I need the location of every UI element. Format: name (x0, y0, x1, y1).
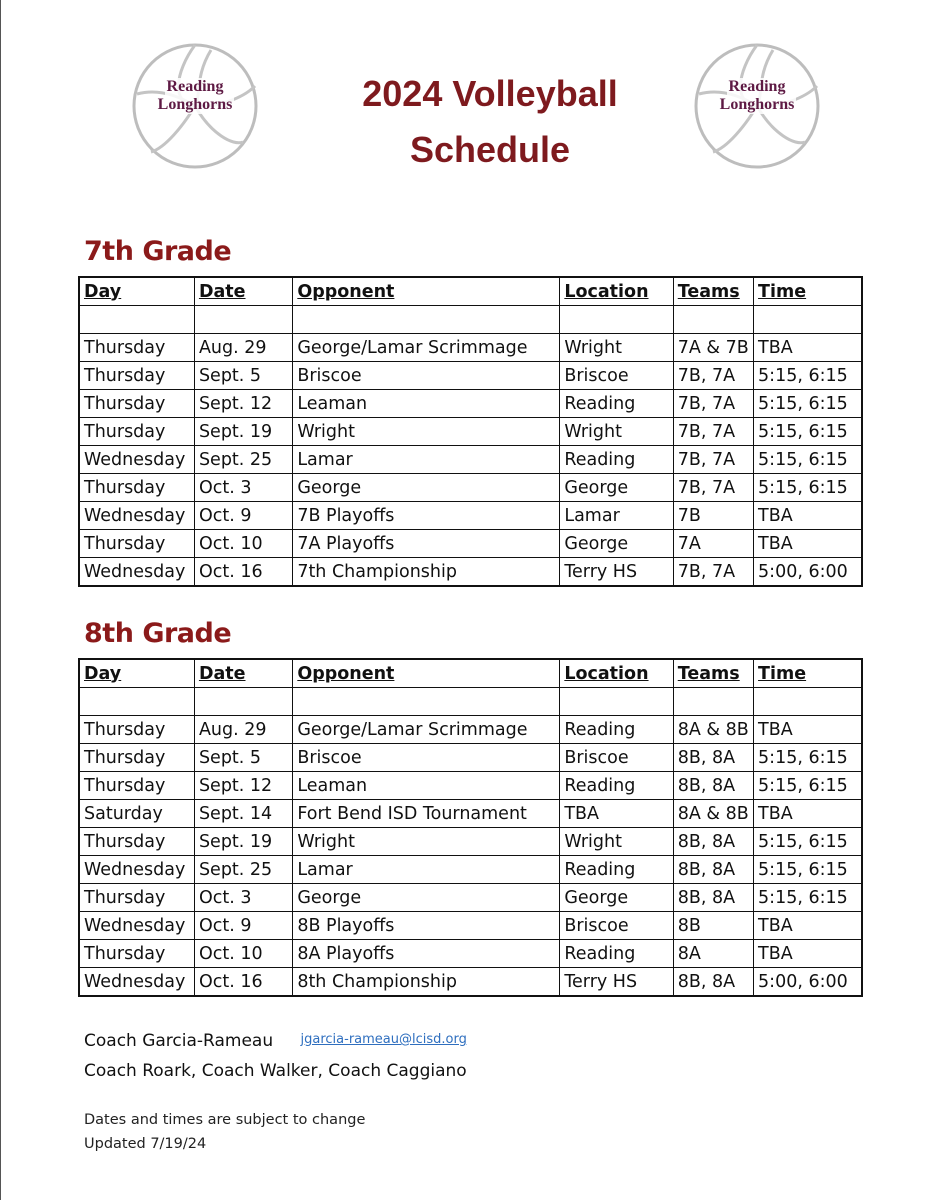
cell-day: Thursday (79, 474, 194, 502)
cell-date: Oct. 9 (194, 912, 292, 940)
table-header-row (79, 659, 862, 688)
table-row (79, 362, 862, 390)
cell-time: 5:00, 6:00 (754, 558, 862, 587)
grade7-heading: 7th Grade (84, 236, 232, 267)
cell-teams: 8A (673, 940, 753, 968)
updated-date: Updated 7/19/24 (84, 1136, 207, 1152)
table-row (79, 446, 862, 474)
col-header-time: Time (754, 277, 862, 306)
cell-time: 5:15, 6:15 (754, 884, 862, 912)
cell-day: Thursday (79, 418, 194, 446)
cell-date: Sept. 19 (194, 418, 292, 446)
cell-teams: 7A (673, 530, 753, 558)
cell-date: Aug. 29 (194, 716, 292, 744)
col-header-teams: Teams (673, 277, 753, 306)
cell-day: Thursday (79, 390, 194, 418)
cell-location: Reading (560, 716, 673, 744)
table-row (79, 716, 862, 744)
table-row (79, 968, 862, 997)
cell-date: Sept. 5 (194, 362, 292, 390)
cell-time: 5:15, 6:15 (754, 856, 862, 884)
logo-text (131, 78, 259, 114)
blank-row (79, 688, 862, 716)
cell-day: Wednesday (79, 558, 194, 587)
cell-location: Briscoe (560, 744, 673, 772)
col-header-time: Time (754, 659, 862, 688)
cell-date: Oct. 10 (194, 940, 292, 968)
cell-time: 5:15, 6:15 (754, 744, 862, 772)
cell-time: TBA (754, 334, 862, 362)
cell-opponent: George/Lamar Scrimmage (293, 334, 560, 362)
cell-date: Sept. 14 (194, 800, 292, 828)
cell-opponent: 8B Playoffs (293, 912, 560, 940)
cell-location: Reading (560, 446, 673, 474)
cell-day: Thursday (79, 744, 194, 772)
col-header-date: Date (194, 277, 292, 306)
cell-location: Reading (560, 856, 673, 884)
cell-date: Oct. 10 (194, 530, 292, 558)
title-line1: 2024 Volleyball (362, 73, 618, 114)
volleyball-logo-left (131, 42, 259, 170)
cell-location: Terry HS (560, 558, 673, 587)
cell-date: Oct. 16 (194, 968, 292, 997)
cell-day: Thursday (79, 530, 194, 558)
cell-time: TBA (754, 800, 862, 828)
cell-opponent: Wright (293, 418, 560, 446)
cell-date: Oct. 9 (194, 502, 292, 530)
grade8-schedule-table (78, 658, 863, 997)
table-row (79, 800, 862, 828)
cell-opponent: Lamar (293, 446, 560, 474)
cell-day: Thursday (79, 828, 194, 856)
cell-location: Lamar (560, 502, 673, 530)
cell-opponent: Leaman (293, 390, 560, 418)
logo-line2: Longhorns (157, 96, 233, 113)
blank-row (79, 306, 862, 334)
cell-teams: 7B, 7A (673, 390, 753, 418)
cell-time: 5:15, 6:15 (754, 474, 862, 502)
cell-teams: 8B, 8A (673, 968, 753, 997)
cell-day: Saturday (79, 800, 194, 828)
cell-day: Thursday (79, 334, 194, 362)
cell-date: Sept. 5 (194, 744, 292, 772)
cell-location: George (560, 474, 673, 502)
cell-teams: 8B, 8A (673, 856, 753, 884)
page-title (300, 66, 680, 178)
col-header-opponent: Opponent (293, 277, 560, 306)
cell-time: TBA (754, 940, 862, 968)
cell-teams: 8B, 8A (673, 828, 753, 856)
page-border (0, 0, 1, 1200)
cell-opponent: Briscoe (293, 362, 560, 390)
title-line2: Schedule (409, 129, 571, 170)
cell-location: Wright (560, 418, 673, 446)
cell-date: Oct. 3 (194, 474, 292, 502)
logo-line1: Reading (728, 78, 786, 95)
table-row (79, 772, 862, 800)
cell-opponent: George (293, 884, 560, 912)
col-header-teams: Teams (673, 659, 753, 688)
cell-location: George (560, 530, 673, 558)
cell-location: Briscoe (560, 362, 673, 390)
col-header-day: Day (79, 277, 194, 306)
cell-date: Sept. 12 (194, 772, 292, 800)
cell-date: Oct. 16 (194, 558, 292, 587)
col-header-location: Location (560, 659, 673, 688)
table-row (79, 334, 862, 362)
cell-day: Wednesday (79, 968, 194, 997)
cell-date: Sept. 19 (194, 828, 292, 856)
cell-day: Thursday (79, 772, 194, 800)
cell-location: George (560, 884, 673, 912)
cell-day: Wednesday (79, 856, 194, 884)
grade7-schedule-table (78, 276, 863, 587)
cell-teams: 7B, 7A (673, 558, 753, 587)
cell-date: Oct. 3 (194, 884, 292, 912)
cell-teams: 8B, 8A (673, 744, 753, 772)
table-row (79, 474, 862, 502)
cell-time: TBA (754, 716, 862, 744)
cell-opponent: 7th Championship (293, 558, 560, 587)
table-row (79, 856, 862, 884)
cell-teams: 7A & 7B (673, 334, 753, 362)
cell-teams: 7B, 7A (673, 362, 753, 390)
coach-email-link[interactable]: jgarcia-rameau@lcisd.org (300, 1032, 467, 1047)
cell-day: Wednesday (79, 912, 194, 940)
table-row (79, 884, 862, 912)
cell-time: TBA (754, 502, 862, 530)
col-header-location: Location (560, 277, 673, 306)
cell-time: 5:15, 6:15 (754, 390, 862, 418)
cell-location: Wright (560, 828, 673, 856)
cell-time: TBA (754, 912, 862, 940)
logo-line1: Reading (166, 78, 224, 95)
cell-opponent: 7B Playoffs (293, 502, 560, 530)
cell-teams: 7B (673, 502, 753, 530)
cell-time: TBA (754, 530, 862, 558)
cell-opponent: 8th Championship (293, 968, 560, 997)
col-header-day: Day (79, 659, 194, 688)
volleyball-logo-right (693, 42, 821, 170)
cell-location: Reading (560, 772, 673, 800)
cell-day: Thursday (79, 940, 194, 968)
logo-text (693, 78, 821, 114)
table-row (79, 390, 862, 418)
table-row (79, 744, 862, 772)
table-row (79, 502, 862, 530)
cell-location: TBA (560, 800, 673, 828)
cell-opponent: George (293, 474, 560, 502)
footer-notes (84, 1108, 365, 1156)
table-row (79, 558, 862, 587)
cell-teams: 7B, 7A (673, 446, 753, 474)
cell-date: Sept. 25 (194, 856, 292, 884)
cell-opponent: Briscoe (293, 744, 560, 772)
cell-day: Thursday (79, 362, 194, 390)
cell-teams: 8B, 8A (673, 772, 753, 800)
cell-day: Wednesday (79, 446, 194, 474)
cell-location: Reading (560, 940, 673, 968)
cell-location: Briscoe (560, 912, 673, 940)
col-header-opponent: Opponent (293, 659, 560, 688)
cell-teams: 8B (673, 912, 753, 940)
cell-time: 5:15, 6:15 (754, 772, 862, 800)
cell-day: Wednesday (79, 502, 194, 530)
cell-time: 5:15, 6:15 (754, 828, 862, 856)
table-row (79, 940, 862, 968)
table-row (79, 418, 862, 446)
grade8-heading: 8th Grade (84, 618, 232, 649)
cell-teams: 8A & 8B (673, 800, 753, 828)
cell-time: 5:15, 6:15 (754, 362, 862, 390)
cell-time: 5:15, 6:15 (754, 446, 862, 474)
coach-contacts (84, 1027, 467, 1085)
cell-opponent: 8A Playoffs (293, 940, 560, 968)
cell-teams: 8A & 8B (673, 716, 753, 744)
assistant-coaches: Coach Roark, Coach Walker, Coach Caggiano (84, 1061, 467, 1081)
cell-day: Thursday (79, 884, 194, 912)
cell-teams: 8B, 8A (673, 884, 753, 912)
head-coach-name: Coach Garcia-Rameau (84, 1031, 274, 1051)
table-row (79, 828, 862, 856)
cell-opponent: Lamar (293, 856, 560, 884)
cell-time: 5:15, 6:15 (754, 418, 862, 446)
schedule-disclaimer: Dates and times are subject to change (84, 1112, 366, 1128)
cell-location: Reading (560, 390, 673, 418)
table-header-row (79, 277, 862, 306)
cell-opponent: Fort Bend ISD Tournament (293, 800, 560, 828)
cell-opponent: Leaman (293, 772, 560, 800)
cell-teams: 7B, 7A (673, 418, 753, 446)
cell-date: Sept. 12 (194, 390, 292, 418)
col-header-date: Date (194, 659, 292, 688)
cell-date: Sept. 25 (194, 446, 292, 474)
cell-opponent: Wright (293, 828, 560, 856)
cell-time: 5:00, 6:00 (754, 968, 862, 997)
cell-opponent: 7A Playoffs (293, 530, 560, 558)
cell-day: Thursday (79, 716, 194, 744)
cell-date: Aug. 29 (194, 334, 292, 362)
cell-teams: 7B, 7A (673, 474, 753, 502)
head-coach-line (84, 1027, 467, 1057)
logo-line2: Longhorns (719, 96, 795, 113)
table-row (79, 530, 862, 558)
cell-opponent: George/Lamar Scrimmage (293, 716, 560, 744)
cell-location: Terry HS (560, 968, 673, 997)
cell-location: Wright (560, 334, 673, 362)
table-row (79, 912, 862, 940)
